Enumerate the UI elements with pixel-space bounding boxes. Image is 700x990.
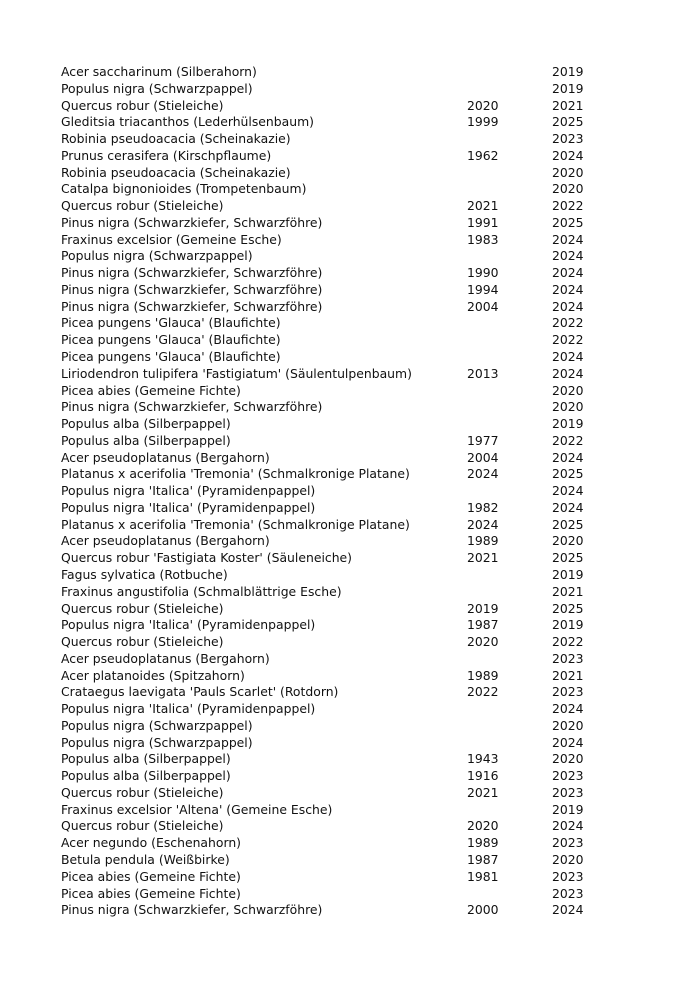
inspection-year: 2022 (552, 634, 584, 650)
tree-species: Robinia pseudoacacia (Scheinakazie) (61, 131, 291, 147)
tree-species: Pinus nigra (Schwarzkiefer, Schwarzföhre) (61, 265, 323, 281)
table-row (0, 483, 700, 500)
tree-species: Populus alba (Silberpappel) (61, 751, 231, 767)
tree-species: Acer pseudoplatanus (Bergahorn) (61, 449, 270, 465)
inspection-year: 2020 (552, 533, 584, 549)
planting-year: 2021 (467, 198, 499, 214)
tree-species: Populus nigra (Schwarzpappel) (61, 80, 253, 96)
tree-species: Platanus x acerifolia 'Tremonia' (Schmalkronige Platane) (61, 516, 410, 532)
inspection-year: 2024 (552, 147, 584, 163)
planting-year: 2013 (467, 365, 499, 381)
table-row (0, 617, 700, 634)
table-row (0, 818, 700, 835)
table-row (0, 634, 700, 651)
tree-species: Quercus robur (Stieleiche) (61, 198, 224, 214)
planting-year: 2024 (467, 466, 499, 482)
tree-species: Picea pungens 'Glauca' (Blaufichte) (61, 315, 281, 331)
inspection-year: 2024 (552, 701, 584, 717)
table-row (0, 433, 700, 450)
table-row (0, 416, 700, 433)
inspection-year: 2024 (552, 281, 584, 297)
planting-year: 2020 (467, 97, 499, 113)
tree-species: Populus alba (Silberpappel) (61, 416, 231, 432)
table-row (0, 684, 700, 701)
inspection-year: 2023 (552, 650, 584, 666)
inspection-year: 2025 (552, 466, 584, 482)
tree-species: Picea abies (Gemeine Fichte) (61, 885, 241, 901)
table-row (0, 852, 700, 869)
planting-year: 1987 (467, 851, 499, 867)
inspection-year: 2020 (552, 851, 584, 867)
table-row (0, 64, 700, 81)
tree-species: Quercus robur (Stieleiche) (61, 634, 224, 650)
inspection-year: 2024 (552, 265, 584, 281)
tree-species: Populus nigra 'Italica' (Pyramidenpappel) (61, 483, 316, 499)
inspection-year: 2025 (552, 516, 584, 532)
tree-species: Quercus robur (Stieleiche) (61, 784, 224, 800)
table-row (0, 902, 700, 919)
table-row (0, 332, 700, 349)
tree-species: Acer pseudoplatanus (Bergahorn) (61, 533, 270, 549)
inspection-year: 2022 (552, 332, 584, 348)
inspection-year: 2023 (552, 885, 584, 901)
tree-species: Betula pendula (Weißbirke) (61, 851, 230, 867)
table-row (0, 768, 700, 785)
tree-list (0, 64, 700, 919)
table-row (0, 550, 700, 567)
table-row (0, 584, 700, 601)
planting-year: 1989 (467, 835, 499, 851)
tree-species: Fagus sylvatica (Rotbuche) (61, 566, 228, 582)
tree-species: Picea abies (Gemeine Fichte) (61, 868, 241, 884)
inspection-year: 2024 (552, 818, 584, 834)
tree-species: Fraxinus excelsior 'Altena' (Gemeine Esche) (61, 801, 333, 817)
table-row (0, 886, 700, 903)
planting-year: 2004 (467, 298, 499, 314)
inspection-year: 2022 (552, 432, 584, 448)
inspection-year: 2024 (552, 734, 584, 750)
table-row (0, 751, 700, 768)
table-row (0, 114, 700, 131)
planting-year: 1989 (467, 533, 499, 549)
table-row (0, 248, 700, 265)
inspection-year: 2024 (552, 365, 584, 381)
tree-species: Liriodendron tulipifera 'Fastigiatum' (Säulentulpenbaum) (61, 365, 412, 381)
table-row (0, 802, 700, 819)
inspection-year: 2020 (552, 751, 584, 767)
table-row (0, 517, 700, 534)
tree-species: Quercus robur (Stieleiche) (61, 818, 224, 834)
planting-year: 1977 (467, 432, 499, 448)
planting-year: 1991 (467, 214, 499, 230)
table-row (0, 282, 700, 299)
inspection-year: 2024 (552, 499, 584, 515)
tree-species: Fraxinus angustifolia (Schmalblättrige Esche) (61, 583, 342, 599)
table-row (0, 785, 700, 802)
tree-species: Quercus robur (Stieleiche) (61, 97, 224, 113)
inspection-year: 2024 (552, 231, 584, 247)
inspection-year: 2019 (552, 617, 584, 633)
table-row (0, 567, 700, 584)
inspection-year: 2020 (552, 399, 584, 415)
table-row (0, 383, 700, 400)
tree-species: Pinus nigra (Schwarzkiefer, Schwarzföhre) (61, 214, 323, 230)
inspection-year: 2021 (552, 97, 584, 113)
inspection-year: 2022 (552, 315, 584, 331)
table-row (0, 500, 700, 517)
tree-species: Fraxinus excelsior (Gemeine Esche) (61, 231, 282, 247)
planting-year: 1943 (467, 751, 499, 767)
tree-species: Pinus nigra (Schwarzkiefer, Schwarzföhre) (61, 399, 323, 415)
table-row (0, 450, 700, 467)
table-row (0, 232, 700, 249)
planting-year: 1987 (467, 617, 499, 633)
table-row (0, 399, 700, 416)
table-row (0, 366, 700, 383)
table-row (0, 533, 700, 550)
tree-species: Picea pungens 'Glauca' (Blaufichte) (61, 332, 281, 348)
planting-year: 2021 (467, 550, 499, 566)
planting-year: 1981 (467, 868, 499, 884)
planting-year: 1916 (467, 768, 499, 784)
tree-species: Acer saccharinum (Silberahorn) (61, 64, 257, 79)
inspection-year: 2023 (552, 784, 584, 800)
table-row (0, 601, 700, 618)
inspection-year: 2019 (552, 64, 584, 79)
table-row (0, 131, 700, 148)
tree-species: Populus nigra 'Italica' (Pyramidenpappel) (61, 499, 316, 515)
planting-year: 2019 (467, 600, 499, 616)
table-row (0, 718, 700, 735)
tree-species: Populus alba (Silberpappel) (61, 768, 231, 784)
table-row (0, 181, 700, 198)
planting-year: 1990 (467, 265, 499, 281)
table-row (0, 98, 700, 115)
inspection-year: 2025 (552, 114, 584, 130)
planting-year: 1989 (467, 667, 499, 683)
inspection-year: 2020 (552, 164, 584, 180)
tree-species: Robinia pseudoacacia (Scheinakazie) (61, 164, 291, 180)
planting-year: 2020 (467, 818, 499, 834)
tree-species: Populus nigra (Schwarzpappel) (61, 248, 253, 264)
inspection-year: 2019 (552, 80, 584, 96)
inspection-year: 2024 (552, 349, 584, 365)
tree-species: Picea pungens 'Glauca' (Blaufichte) (61, 349, 281, 365)
table-row (0, 869, 700, 886)
tree-species: Populus nigra (Schwarzpappel) (61, 717, 253, 733)
tree-species: Populus nigra 'Italica' (Pyramidenpappel) (61, 617, 316, 633)
inspection-year: 2022 (552, 198, 584, 214)
tree-species: Picea abies (Gemeine Fichte) (61, 382, 241, 398)
table-row (0, 315, 700, 332)
tree-species: Pinus nigra (Schwarzkiefer, Schwarzföhre) (61, 298, 323, 314)
inspection-year: 2023 (552, 684, 584, 700)
planting-year: 1962 (467, 147, 499, 163)
table-row (0, 651, 700, 668)
table-row (0, 165, 700, 182)
tree-species: Crataegus laevigata 'Pauls Scarlet' (Rotdorn) (61, 684, 339, 700)
tree-species: Acer pseudoplatanus (Bergahorn) (61, 650, 270, 666)
planting-year: 1983 (467, 231, 499, 247)
inspection-year: 2025 (552, 214, 584, 230)
table-row (0, 148, 700, 165)
table-row (0, 215, 700, 232)
table-row (0, 299, 700, 316)
planting-year: 2021 (467, 784, 499, 800)
planting-year: 1982 (467, 499, 499, 515)
planting-year: 2004 (467, 449, 499, 465)
inspection-year: 2023 (552, 868, 584, 884)
table-row (0, 198, 700, 215)
table-row (0, 668, 700, 685)
table-row (0, 466, 700, 483)
planting-year: 2024 (467, 516, 499, 532)
tree-species: Gleditsia triacanthos (Lederhülsenbaum) (61, 114, 314, 130)
table-row (0, 701, 700, 718)
tree-species: Populus nigra (Schwarzpappel) (61, 734, 253, 750)
inspection-year: 2020 (552, 717, 584, 733)
tree-species: Quercus robur 'Fastigiata Koster' (Säuleneiche) (61, 550, 353, 566)
inspection-year: 2021 (552, 667, 584, 683)
planting-year: 1999 (467, 114, 499, 130)
inspection-year: 2019 (552, 566, 584, 582)
planting-year: 2022 (467, 684, 499, 700)
tree-species: Acer negundo (Eschenahorn) (61, 835, 242, 851)
inspection-year: 2024 (552, 483, 584, 499)
tree-species: Pinus nigra (Schwarzkiefer, Schwarzföhre) (61, 902, 323, 918)
inspection-year: 2021 (552, 583, 584, 599)
inspection-year: 2024 (552, 902, 584, 918)
tree-species: Platanus x acerifolia 'Tremonia' (Schmalkronige Platane) (61, 466, 410, 482)
table-row (0, 735, 700, 752)
table-row (0, 81, 700, 98)
tree-species: Acer platanoides (Spitzahorn) (61, 667, 245, 683)
inspection-year: 2024 (552, 248, 584, 264)
tree-species: Pinus nigra (Schwarzkiefer, Schwarzföhre) (61, 281, 323, 297)
tree-species: Populus alba (Silberpappel) (61, 432, 231, 448)
inspection-year: 2025 (552, 550, 584, 566)
planting-year: 1994 (467, 281, 499, 297)
tree-species: Quercus robur (Stieleiche) (61, 600, 224, 616)
inspection-year: 2019 (552, 801, 584, 817)
inspection-year: 2023 (552, 768, 584, 784)
tree-species: Prunus cerasifera (Kirschpflaume) (61, 147, 272, 163)
table-row (0, 835, 700, 852)
inspection-year: 2020 (552, 382, 584, 398)
planting-year: 2020 (467, 634, 499, 650)
tree-species: Catalpa bignonioides (Trompetenbaum) (61, 181, 307, 197)
inspection-year: 2024 (552, 298, 584, 314)
table-row (0, 349, 700, 366)
inspection-year: 2019 (552, 416, 584, 432)
inspection-year: 2023 (552, 835, 584, 851)
tree-species: Populus nigra 'Italica' (Pyramidenpappel) (61, 701, 316, 717)
inspection-year: 2024 (552, 449, 584, 465)
inspection-year: 2020 (552, 181, 584, 197)
table-row (0, 265, 700, 282)
inspection-year: 2025 (552, 600, 584, 616)
planting-year: 2000 (467, 902, 499, 918)
inspection-year: 2023 (552, 131, 584, 147)
